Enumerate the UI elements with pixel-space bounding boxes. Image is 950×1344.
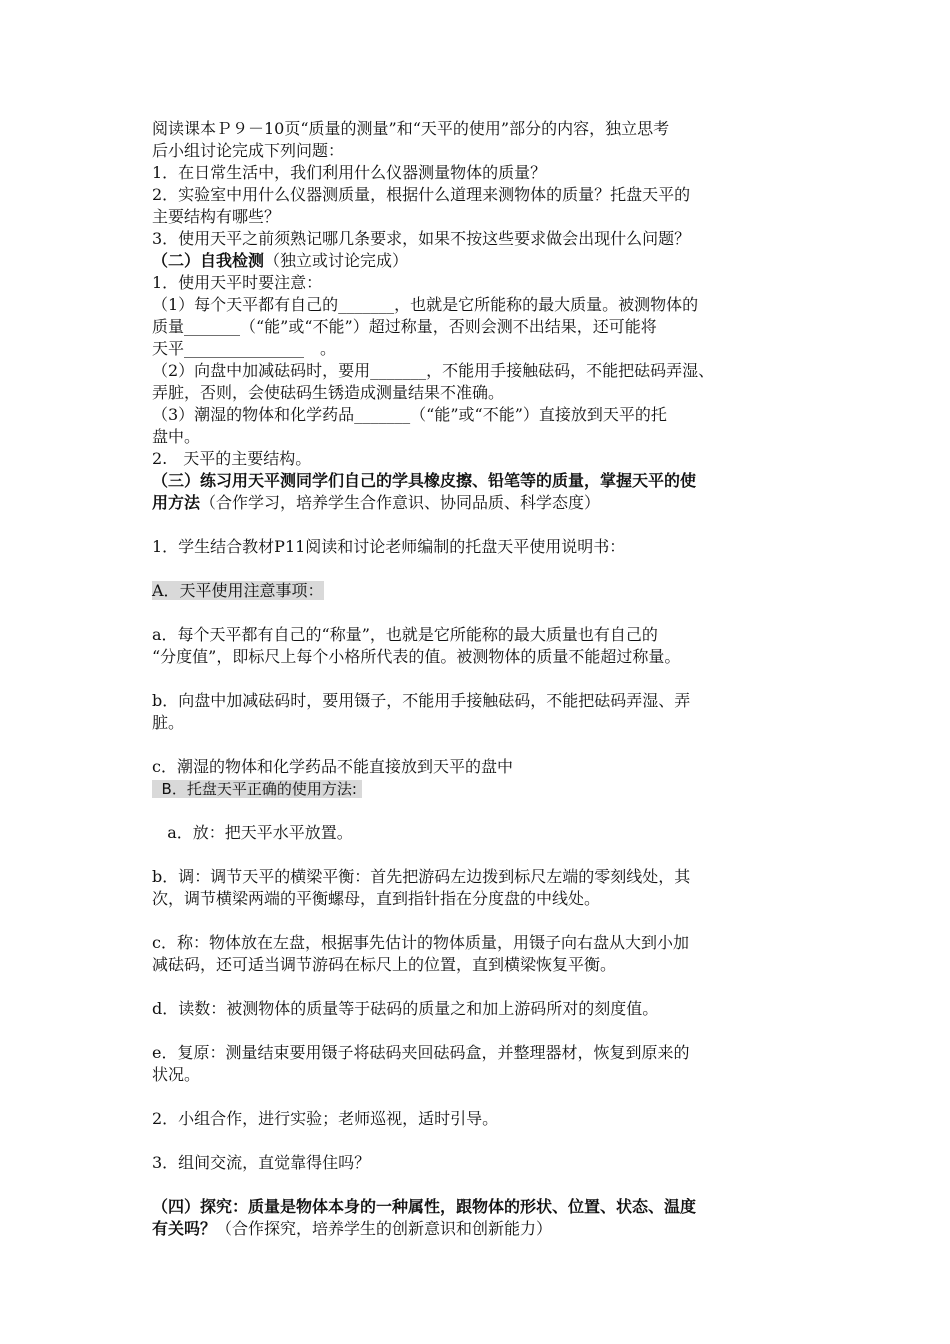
subheading-b-text: B．托盘天平正确的使用方法: (152, 780, 362, 798)
note-a-cont: “分度值”，即标尺上每个小格所代表的值。被测物体的质量不能超过称量。 (152, 647, 681, 666)
note-c: c．潮湿的物体和化学药品不能直接放到天平的盘中 (152, 757, 513, 776)
method-d: d．读数：被测物体的质量等于砝码的质量之和加上游码所对的刻度值。 (152, 999, 659, 1018)
method-a: a．放：把天平水平放置。 (152, 823, 353, 842)
section-3-heading: （三）练习用天平测同学们自己的学具橡皮擦、铅笔等的质量，掌握天平的使 (152, 471, 697, 490)
check-item-1: 1．使用天平时要注意： (152, 273, 323, 292)
method-c: c．称：物体放在左盘，根据事先估计的物体质量，用镊子向右盘从大到小加 (152, 933, 689, 952)
step-1: 1．学生结合教材P11阅读和讨论老师编制的托盘天平使用说明书： (152, 537, 626, 556)
check-point-2-cont: 弄脏，否则，会使砝码生锈造成测量结果不准确。 (152, 383, 505, 402)
note-b: b．向盘中加减砝码时，要用镊子，不能用手接触砝码，不能把砝码弄湿、弄 (152, 691, 691, 710)
note-a: a．每个天平都有自己的“称量”，也就是它所能称的最大质量也有自己的 (152, 625, 658, 644)
section-2-note: （独立或讨论完成） (264, 251, 409, 270)
check-point-1-cont: 质量_______（“能”或“不能”）超过称量，否则会测不出结果，还可能将 (152, 317, 657, 336)
section-4-heading-line (152, 1218, 552, 1240)
note-b-cont: 脏。 (152, 713, 185, 732)
step-2: 2．小组合作，进行实验；老师巡视，适时引导。 (152, 1109, 499, 1128)
question-3: 3．使用天平之前须熟记哪几条要求，如果不按这些要求做会出现什么问题？ (152, 229, 691, 248)
method-e: e．复原：测量结束要用镊子将砝码夹回砝码盒，并整理器材，恢复到原来的 (152, 1043, 690, 1062)
check-point-1-cont: 天平_______________ 。 (152, 339, 337, 358)
method-b-cont: 次，调节横梁两端的平衡螺母，直到指针指在分度盘的中线处。 (152, 889, 601, 908)
section-3-heading-line (152, 492, 600, 514)
section-4-note: （合作探究，培养学生的创新意识和创新能力） (216, 1219, 553, 1238)
question-2-cont: 主要结构有哪些？ (152, 207, 281, 226)
subheading-a (152, 580, 324, 602)
method-e-cont: 状况。 (152, 1065, 201, 1084)
check-item-2: 2. 天平的主要结构。 (152, 449, 312, 468)
method-b: b．调：调节天平的横梁平衡：首先把游码左边拨到标尺左端的零刻线处，其 (152, 867, 691, 886)
section-3-note: （合作学习，培养学生合作意识、协同品质、科学态度） (200, 493, 601, 512)
section-4-heading: （四）探究：质量是物体本身的一种属性，跟物体的形状、位置、状态、温度 (152, 1197, 697, 1216)
question-2: 2．实验室中用什么仪器测质量，根据什么道理来测物体的质量？托盘天平的 (152, 185, 691, 204)
check-point-1: （1）每个天平都有自己的_______，也就是它所能称的最大质量。被测物体的 (152, 295, 699, 314)
section-3-heading-cont: 用方法 (152, 493, 201, 512)
check-point-2: （2）向盘中加减砝码时，要用_______，不能用手接触砝码，不能把砝码弄湿、 (152, 361, 715, 380)
question-1: 1．在日常生活中，我们利用什么仪器测量物体的质量？ (152, 163, 547, 182)
check-point-3-cont: 盘中。 (152, 427, 201, 446)
subheading-b (152, 778, 362, 800)
intro-line: 阅读课本Ｐ９－10页“质量的测量”和“天平的使用”部分的内容，独立思考 (152, 119, 670, 138)
section-4-heading-cont: 有关吗？ (152, 1219, 217, 1238)
method-c-cont: 减砝码，还可适当调节游码在标尺上的位置，直到横梁恢复平衡。 (152, 955, 617, 974)
intro-line: 后小组讨论完成下列问题： (152, 141, 345, 160)
section-2-heading: （二）自我检测 (152, 251, 265, 270)
step-3: 3．组间交流，直觉靠得住吗？ (152, 1153, 371, 1172)
subheading-a-text: A．天平使用注意事项： (152, 581, 324, 600)
check-point-3: （3）潮湿的物体和化学药品_______（“能”或“不能”）直接放到天平的托 (152, 405, 667, 424)
section-2-heading-line (152, 250, 408, 272)
